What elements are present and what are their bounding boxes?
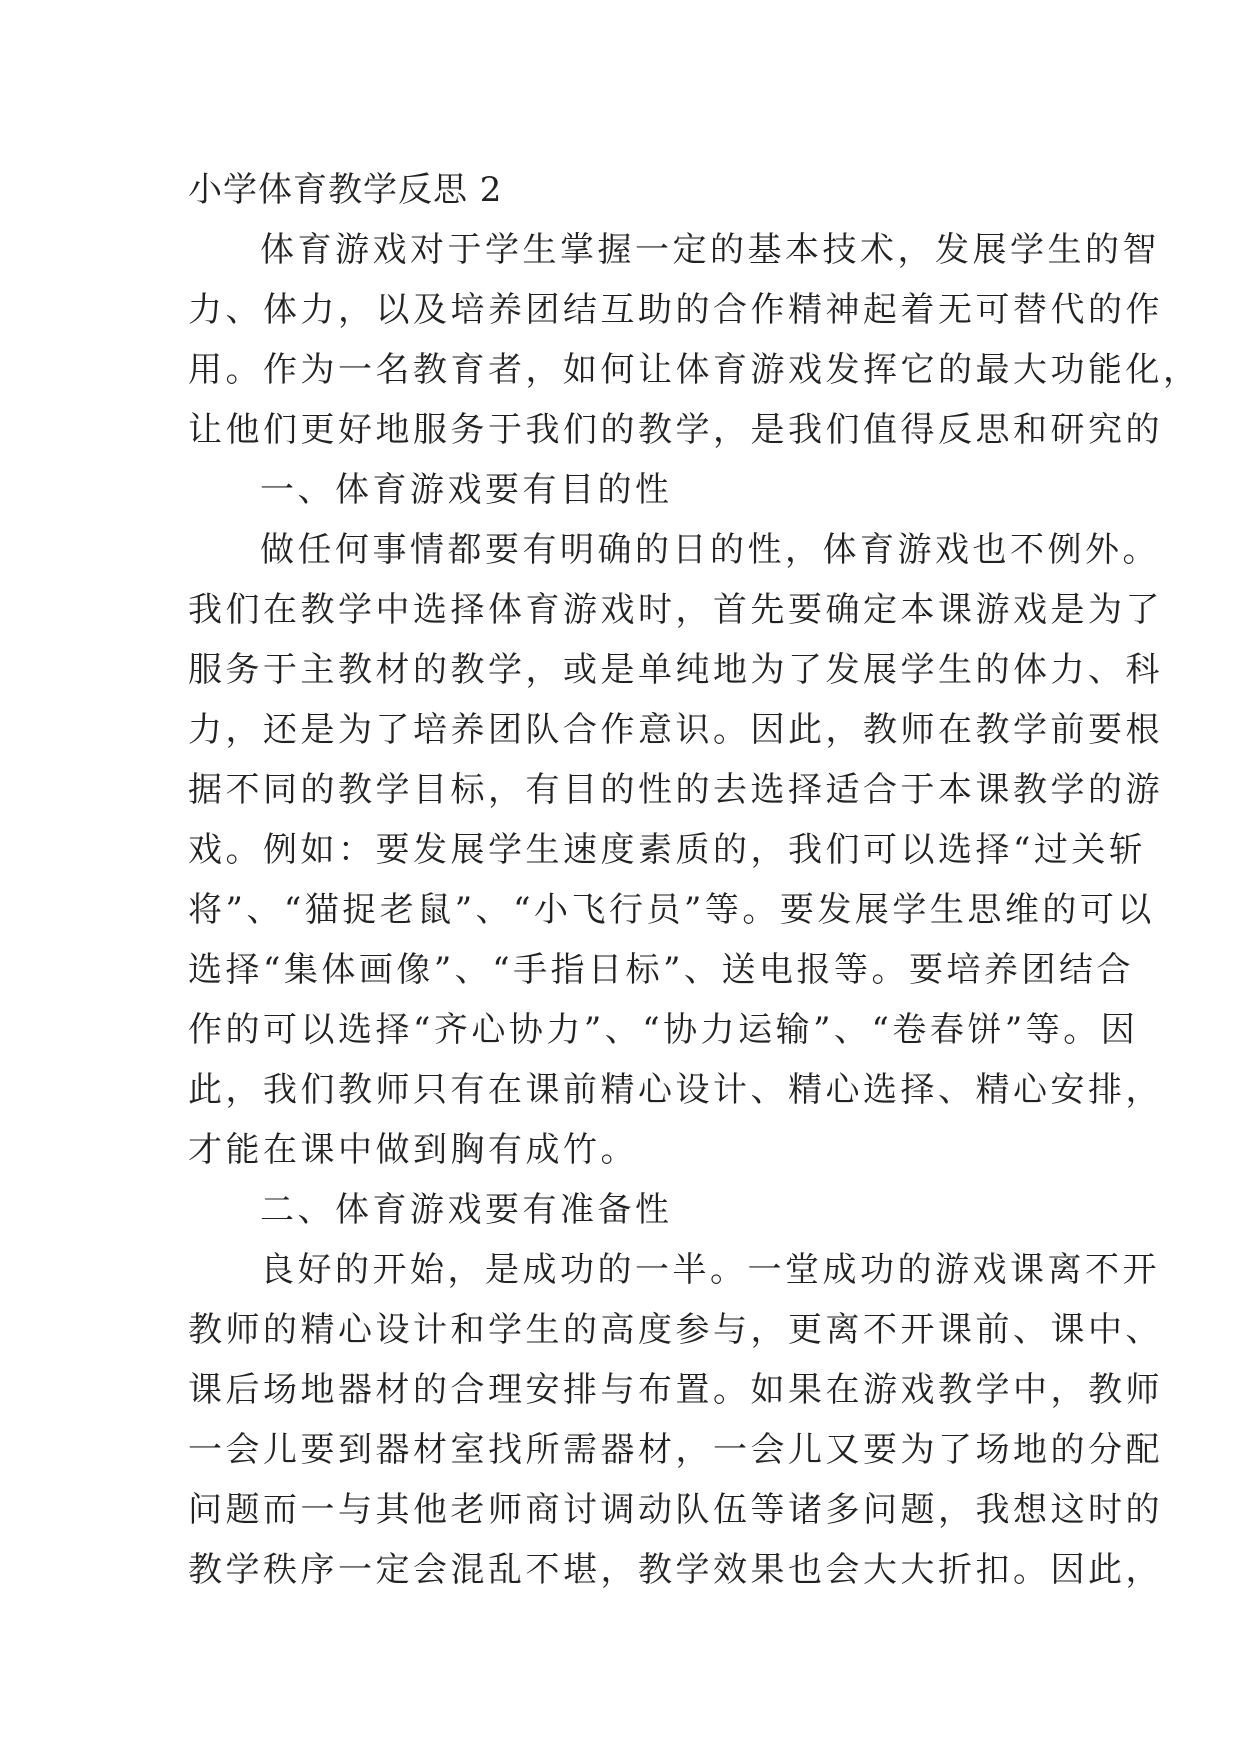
paragraph-3-line-1: 良好的开始，是成功的一半。一堂成功的游戏课离不开 — [260, 1250, 1160, 1290]
paragraph-2-line-8: 选择“集体画像”、“手指日标”、送电报等。要培养团结合 — [188, 950, 1135, 990]
paragraph-1-line-4: 让他们更好地服务于我们的教学，是我们值得反思和研究的 — [188, 410, 1163, 450]
paragraph-3-line-3: 课后场地器材的合理安排与布置。如果在游戏教学中，教师 — [188, 1370, 1163, 1410]
paragraph-2-line-4: 力，还是为了培养团队合作意识。因此，教师在教学前要根 — [188, 710, 1163, 750]
paragraph-1-line-2: 力、体力，以及培养团结互助的合作精神起着无可替代的作 — [188, 290, 1163, 330]
paragraph-3-line-4: 一会儿要到器材室找所需器材，一会儿又要为了场地的分配 — [188, 1430, 1163, 1470]
paragraph-2-line-6: 戏。例如：要发展学生速度素质的，我们可以选择“过关斩 — [188, 830, 1147, 870]
paragraph-2-line-5: 据不同的教学目标，有目的性的去选择适合于本课教学的游 — [188, 770, 1163, 810]
paragraph-3-line-2: 教师的精心设计和学生的高度参与，更离不开课前、课中、 — [188, 1310, 1163, 1350]
section-heading-2: 二、体育游戏要有准备性 — [260, 1190, 673, 1230]
paragraph-1-line-1: 体育游戏对于学生掌握一定的基本技术，发展学生的智 — [260, 230, 1160, 270]
paragraph-2-line-3: 服务于主教材的教学，或是单纯地为了发展学生的体力、科 — [188, 650, 1163, 690]
paragraph-1-line-3: 用。作为一名教育者，如何让体育游戏发挥它的最大功能化， — [188, 350, 1201, 390]
document-title: 小学体育教学反思 2 — [188, 170, 503, 210]
document-body — [188, 160, 1201, 1600]
paragraph-2-line-1: 做任何事情都要有明确的日的性，体育游戏也不例外。 — [260, 530, 1160, 570]
paragraph-2-line-11: 才能在课中做到胸有成竹。 — [188, 1130, 638, 1170]
paragraph-3-line-6: 教学秩序一定会混乱不堪，教学效果也会大大折扣。因此， — [188, 1550, 1163, 1590]
paragraph-2-line-9: 作的可以选择“齐心协力”、“协力运输”、“卷春饼”等。因 — [188, 1010, 1139, 1050]
paragraph-2-line-10: 此，我们教师只有在课前精心设计、精心选择、精心安排， — [188, 1070, 1163, 1110]
paragraph-3-line-5: 问题而一与其他老师商讨调动队伍等诸多问题，我想这时的 — [188, 1490, 1163, 1530]
section-heading-1: 一、体育游戏要有目的性 — [260, 470, 673, 510]
paragraph-2-line-7: 将”、“猫捉老鼠”、“小飞行员”等。要发展学生思维的可以 — [188, 890, 1155, 930]
paragraph-2-line-2: 我们在教学中选择体育游戏时，首先要确定本课游戏是为了 — [188, 590, 1163, 630]
